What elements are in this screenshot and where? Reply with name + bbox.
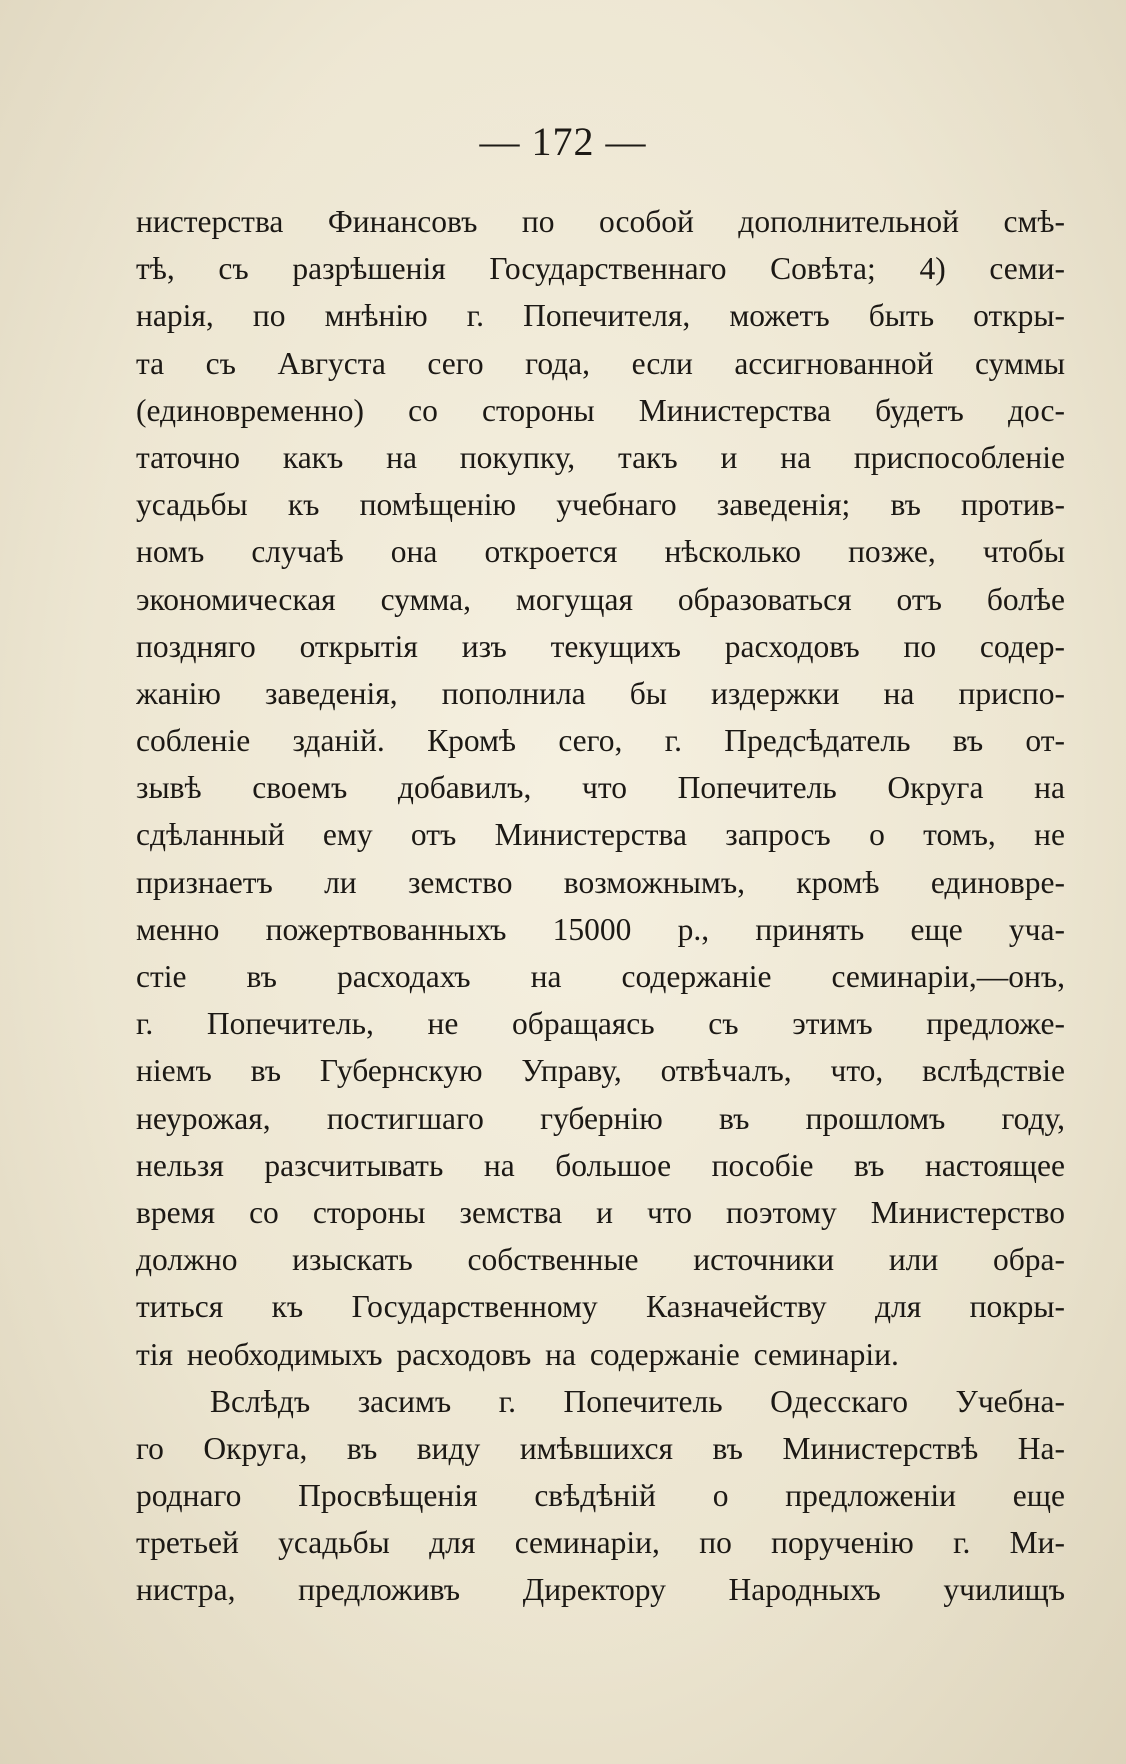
text-line-14: сдѣланный ему отъ Министерства запросъ о томъ, не	[136, 817, 1065, 853]
text-line-24: титься къ Государственному Казначейству для покры-	[136, 1289, 1065, 1325]
text-line-26: Вслѣдъ засимъ г. Попечитель Одесскаго Учебна-	[210, 1383, 1065, 1419]
text-line-12: собленіе зданій. Кромѣ сего, г. Предсѣдатель въ от-	[136, 723, 1065, 759]
text-line-15: признаетъ ли земство возможнымъ, кромѣ единовре-	[136, 864, 1065, 900]
text-line-19: ніемъ въ Губернскую Управу, отвѣчалъ, что, вслѣдствіе	[136, 1053, 1065, 1089]
text-line-4: та съ Августа сего года, если ассигнованной суммы	[136, 345, 1065, 381]
text-line-29: третьей усадьбы для семинаріи, по порученію г. Ми-	[136, 1525, 1065, 1561]
text-line-23: должно изыскать собственные источники или обра-	[136, 1242, 1065, 1278]
page-number: — 172 —	[479, 119, 647, 164]
text-line-27: го Округа, въ виду имѣвшихся въ Министерствѣ На-	[136, 1430, 1065, 1466]
text-line-13: зывѣ своемъ добавилъ, что Попечитель Округа на	[136, 770, 1065, 806]
text-line-21: нельзя разсчитывать на большое пособіе въ настоящее	[136, 1147, 1065, 1183]
text-line-10: поздняго открытія изъ текущихъ расходовъ по содер-	[136, 628, 1065, 664]
text-line-18: г. Попечитель, не обращаясь съ этимъ предложе-	[136, 1006, 1065, 1042]
body-text	[136, 198, 1065, 1614]
text-line-25: тія необходимыхъ расходовъ на содержаніе семинаріи.	[136, 1336, 899, 1372]
text-line-9: экономическая сумма, могущая образоваться отъ болѣе	[136, 581, 1065, 617]
text-line-20: неурожая, постигшаго губернію въ прошломъ году,	[136, 1100, 1065, 1136]
text-line-6: таточно какъ на покупку, такъ и на приспособленіе	[136, 439, 1065, 475]
text-line-8: номъ случаѣ она откроется нѣсколько позже, чтобы	[136, 534, 1065, 570]
text-line-17: стіе въ расходахъ на содержаніе семинаріи,—онъ,	[136, 959, 1065, 994]
text-line-30: нистра, предложивъ Директору Народныхъ училищъ	[136, 1572, 1065, 1608]
text-line-11: жанію заведенія, пополнила бы издержки на приспо-	[136, 675, 1065, 711]
text-line-3: нарія, по мнѣнію г. Попечителя, можетъ быть откры-	[136, 298, 1065, 334]
text-line-7: усадьбы къ помѣщенію учебнаго заведенія; въ против-	[136, 487, 1065, 523]
text-line-16: менно пожертвованныхъ 15000 р., принять еще уча-	[136, 911, 1065, 947]
text-line-2: тѣ, съ разрѣшенія Государственнаго Совѣта; 4) семи-	[136, 251, 1065, 287]
text-line-22: время со стороны земства и что поэтому Министерство	[136, 1194, 1065, 1230]
text-line-28: роднаго Просвѣщенія свѣдѣній о предложеніи еще	[136, 1478, 1065, 1514]
text-line-1: нистерства Финансовъ по особой дополнительной смѣ-	[136, 204, 1065, 239]
text-line-5: (единовременно) со стороны Министерства будетъ дос-	[136, 392, 1065, 428]
